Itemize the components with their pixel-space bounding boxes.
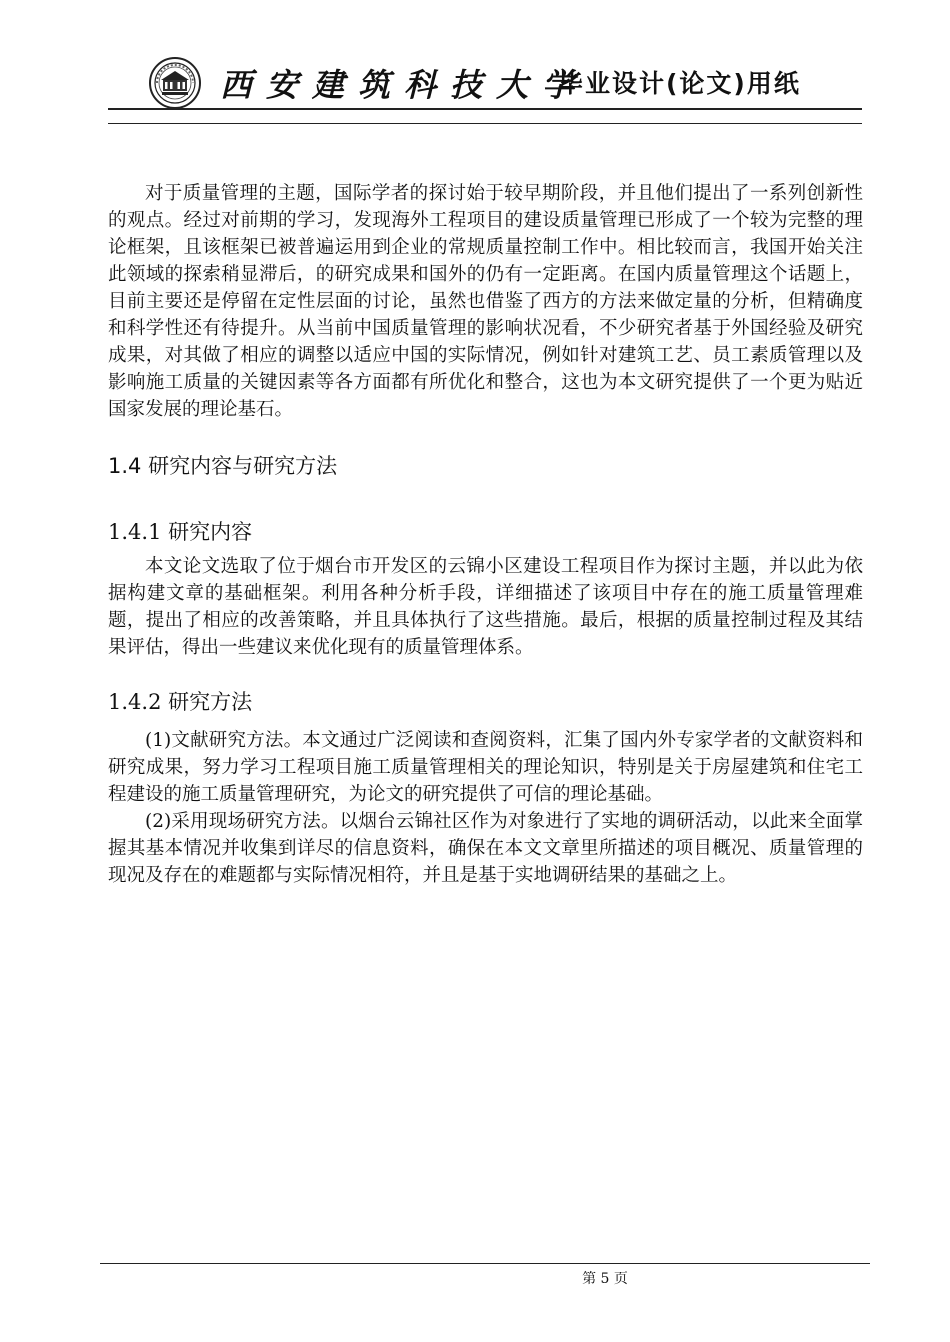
research-content-paragraph: 本文论文选取了位于烟台市开发区的云锦小区建设工程项目作为探讨主题，并以此为依据构建文章的基础框架。利用各种分析手段，详细描述了该项目中存在的施工质量管理难题，提出了相应的改善策略，并且具体执行了这些措施。最后，根据的质量控制过程及其结果评估，得出一些建议来优化现有的质量管理体系。 — [108, 556, 863, 658]
method-literature-paragraph: (1)文献研究方法。本文通过广泛阅读和查阅资料，汇集了国内外专家学者的文献资料和研究成果，努力学习工程项目施工质量管理相关的理论知识，特别是关于房屋建筑和住宅工程建设的施工质量管理研究，为论文的研究提供了可信的理论基础。 — [108, 730, 863, 805]
intro-paragraph: 对于质量管理的主题，国际学者的探讨始于较早期阶段，并且他们提出了一系列创新性的观点。经过对前期的学习，发现海外工程项目的建设质量管理已形成了一个较为完整的理论框架，且该框架已被普遍运用到企业的常规质量控制工作中。相比较而言，我国开始关注此领域的探索稍显滞后，的研究成果和国外的仍有一定距离。在国内质量管理这个话题上，目前主要还是停留在定性层面的讨论，虽然也借鉴了西方的方法来做定量的分析，但精确度和科学性还有待提升。从当前中国质量管理的影响状况看，不少研究者基于外国经验及研究成果，对其做了相应的调整以适应中国的实际情况，例如针对建筑工艺、员工素质管理以及影响施工质量的关键因素等各方面都有所优化和整合，这也为本文研究提供了一个更为贴近国家发展的理论基石。 — [108, 183, 863, 420]
footer-rule — [100, 1263, 870, 1264]
page-body — [108, 180, 863, 889]
page-header — [108, 48, 862, 108]
method-field-paragraph: (2)采用现场研究方法。以烟台云锦社区作为对象进行了实地的调研活动，以此来全面掌握其基本情况并收集到详尽的信息资料，确保在本文文章里所描述的项目概况、质量管理的现况及存在的难题都与实际情况相符，并且是基于实地调研结果的基础之上。 — [108, 811, 863, 886]
page-number: 第 5 页 — [582, 1271, 628, 1287]
university-seal-icon — [148, 56, 202, 110]
header-rule-thin — [108, 123, 862, 124]
header-rule-thick — [108, 108, 862, 110]
section-1-4-1-heading: 1.4.1 研究内容 — [108, 520, 253, 544]
section-1-4-heading: 1.4 研究内容与研究方法 — [108, 454, 338, 478]
paper-title: 毕业设计(论文)用纸 — [558, 69, 801, 98]
section-1-4-2-heading: 1.4.2 研究方法 — [108, 690, 253, 714]
university-name: 西安建筑科技大学 — [220, 66, 589, 104]
